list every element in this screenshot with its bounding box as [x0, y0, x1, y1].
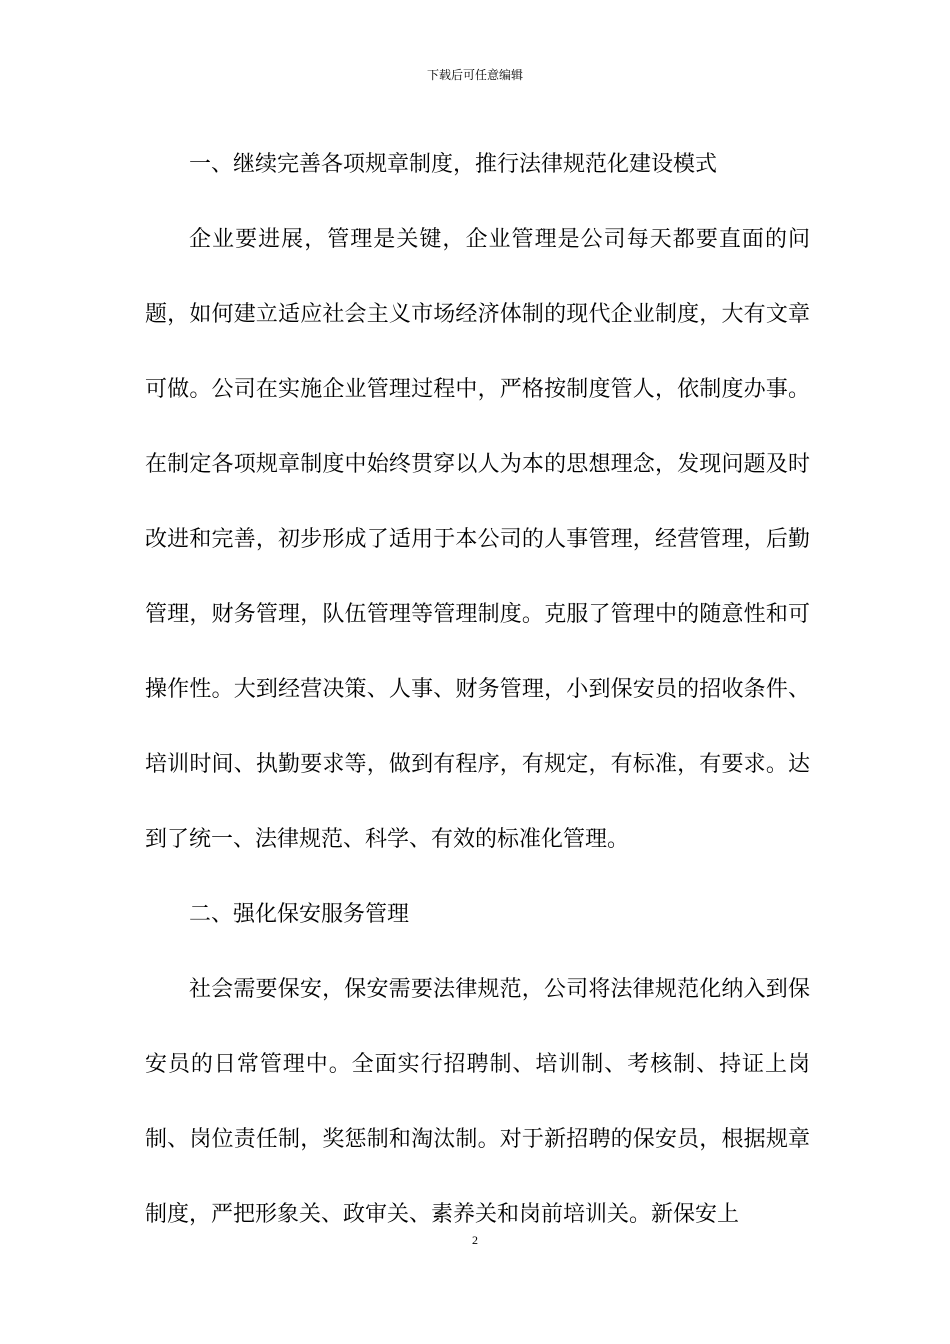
page-number: 2	[472, 1233, 478, 1247]
document-body	[145, 127, 810, 1252]
paragraph-management: 企业要进展，管理是关键，企业管理是公司每天都要直面的问题，如何建立适应社会主义市场经济体制的现代企业制度，大有文章可做。公司在实施企业管理过程中，严格按制度管人，依制度办事。在制定各项规章制度中始终贯穿以人为本的思想理念，发现问题及时改进和完善，初步形成了适用于本公司的人事管理，经营管理，后勤管理，财务管理，队伍管理等管理制度。克服了管理中的随意性和可操作性。大到经营决策、人事、财务管理，小到保安员的招收条件、培训时间、执勤要求等，做到有程序，有规定，有标准，有要求。达到了统一、法律规范、科学、有效的标准化管理。	[145, 227, 810, 852]
paragraph-security-service: 社会需要保安，保安需要法律规范，公司将法律规范化纳入到保安员的日常管理中。全面实行招聘制、培训制、考核制、持证上岗制、岗位责任制，奖惩制和淘汰制。对于新招聘的保安员，根据规章制度，严把形象关、政审关、素养关和岗前培训关。新保安上	[145, 977, 810, 1227]
page-header-note: 下载后可任意编辑	[426, 68, 523, 82]
section-heading-2: 二、强化保安服务管理	[189, 902, 410, 927]
section-heading-1: 一、继续完善各项规章制度，推行法律规范化建设模式	[189, 152, 718, 177]
